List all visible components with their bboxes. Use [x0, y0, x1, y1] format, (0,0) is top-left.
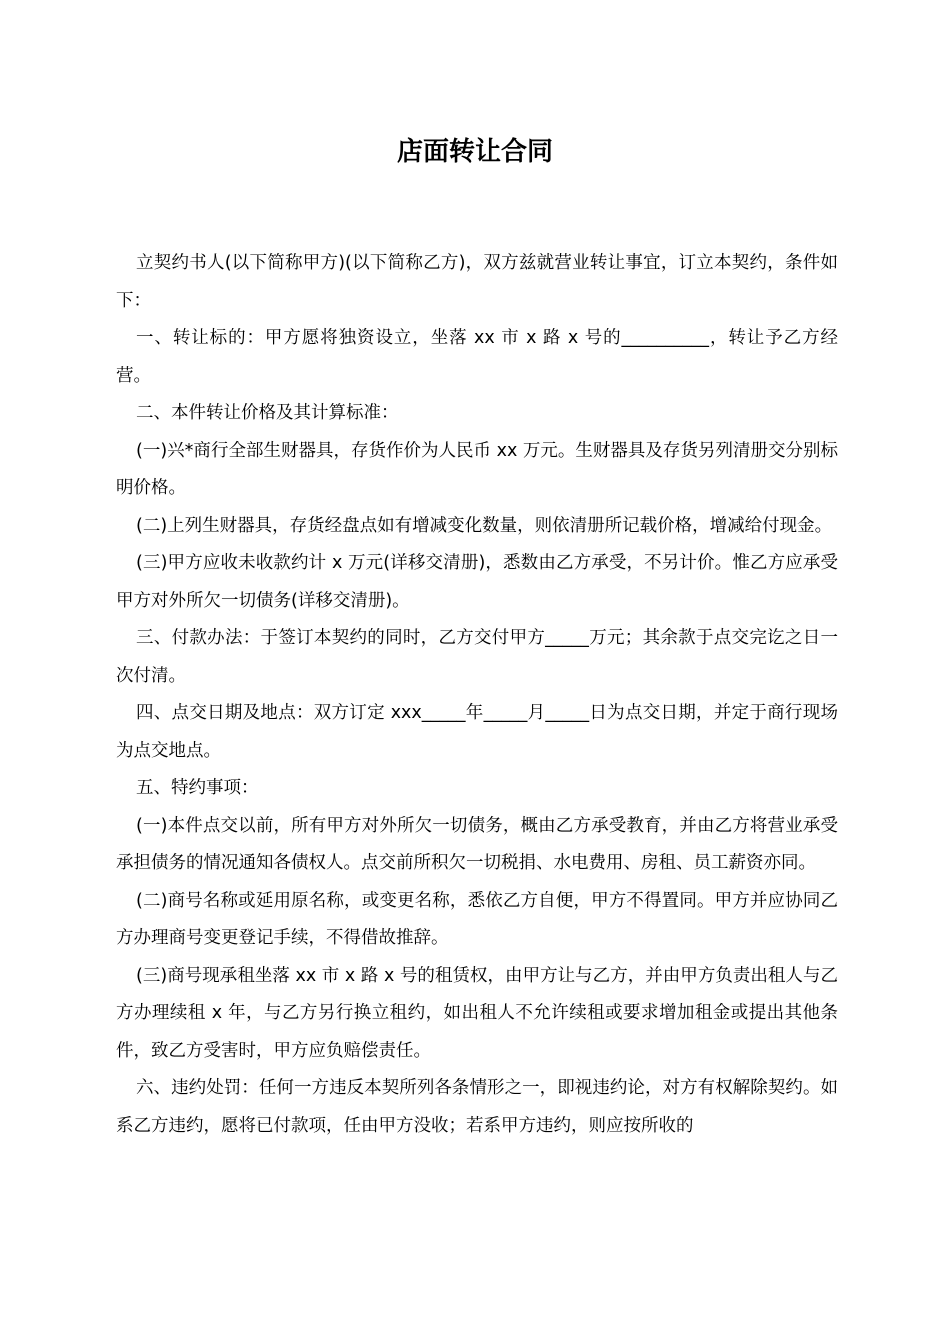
paragraph-clause-2: 二、本件转让价格及其计算标准：: [136, 403, 399, 423]
document-title: 店面转让合同: [396, 137, 553, 167]
paragraph-clause-5-1: (一)本件点交以前，所有甲方对外所欠一切债务，概由乙方承受教育，并由乙方将营业承受承担债务的情况通知各债权人。点交前所积欠一切税捐、水电费用、房租、员工薪资亦同。: [116, 815, 838, 873]
paragraph-clause-5: 五、特约事项：: [136, 778, 259, 798]
contract-body: [116, 245, 838, 1145]
paragraph-clause-5-2: (二)商号名称或延用原名称，或变更名称，悉依乙方自便，甲方不得置同。甲方并应协同乙方办理商号变更登记手续，不得借故推辞。: [116, 890, 838, 948]
paragraph-clause-3: 三、付款办法：于签订本契约的同时，乙方交付甲方_____万元；其余款于点交完讫之日一次付清。: [116, 628, 838, 686]
paragraph-intro: 立契约书人(以下简称甲方)(以下简称乙方)，双方兹就营业转让事宜，订立本契约，条件如下：: [116, 253, 838, 311]
paragraph-clause-5-3: (三)商号现承租坐落 xx 市 x 路 x 号的租赁权，由甲方让与乙方，并由甲方负责出租人与乙方办理续租 x 年，与乙方另行换立租约，如出租人不允许续租或要求增加租金或提出其他条件，致乙方受害时，甲方应负赔偿责任。: [116, 965, 838, 1061]
paragraph-clause-6: 六、违约处罚：任何一方违反本契所列各条情形之一，即视违约论，对方有权解除契约。如系乙方违约，愿将已付款项，任由甲方没收；若系甲方违约，则应按所收的: [116, 1078, 838, 1136]
paragraph-clause-2-1: (一)兴*商行全部生财器具，存货作价为人民币 xx 万元。生财器具及存货另列清册交分别标明价格。: [116, 440, 838, 498]
paragraph-clause-2-2: (二)上列生财器具，存货经盘点如有增减变化数量，则依清册所记载价格，增减给付现金。: [136, 515, 833, 536]
paragraph-clause-1: 一、转让标的：甲方愿将独资设立，坐落 xx 市 x 路 x 号的__________，转让予乙方经营。: [116, 328, 838, 386]
paragraph-clause-4: 四、点交日期及地点：双方订定 xxx_____年_____月_____日为点交日期，并定于商行现场为点交地点。: [116, 703, 838, 761]
paragraph-clause-2-3: (三)甲方应收未收款约计 x 万元(详移交清册)，悉数由乙方承受，不另计价。惟乙方应承受甲方对外所欠一切债务(详移交清册)。: [116, 553, 838, 611]
